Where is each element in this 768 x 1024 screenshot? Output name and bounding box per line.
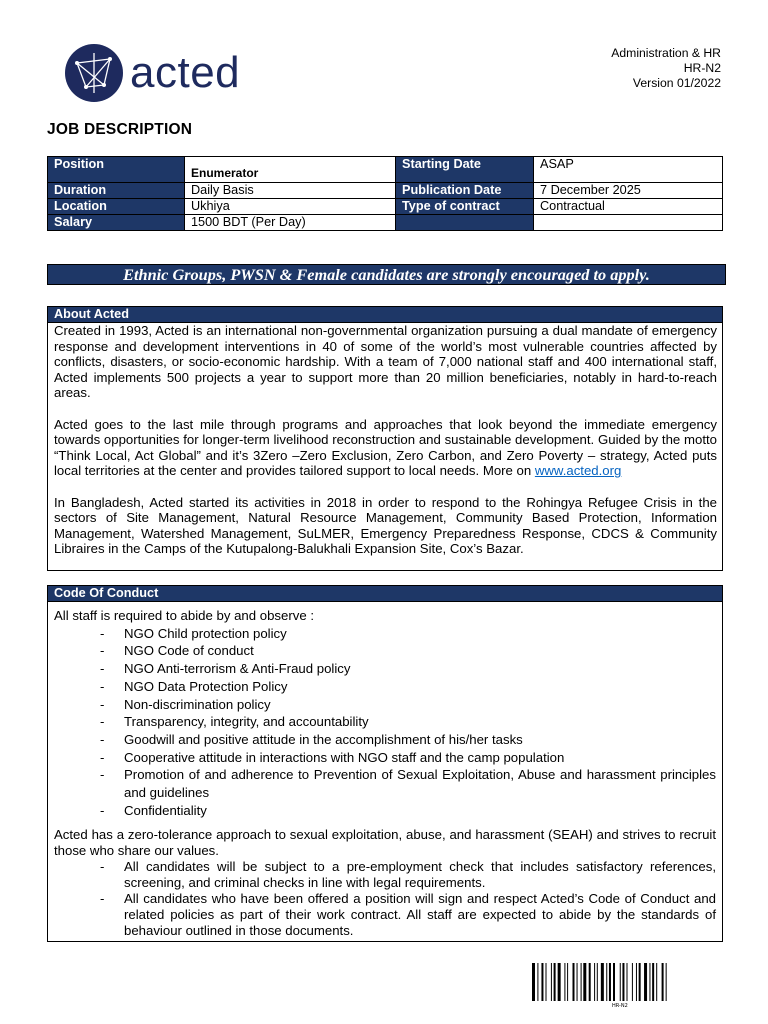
barcode-bar bbox=[554, 963, 556, 1001]
starting-date-value: ASAP bbox=[534, 157, 723, 183]
about-paragraph-1: Created in 1993, Acted is an international non-governmental organization pursuing a dual mandate of emergency response and development interventions in 40 of some of the world’s most vulnerable countries affected by conflicts, disasters, or socio-economic hardship. With a team of 7,000 national staff and 400 international staff, Acted implements 500 projects a year to support more than 20 million beneficiaries, notably in hard-to-reach areas. bbox=[54, 323, 717, 401]
about-paragraph-2 bbox=[54, 417, 717, 479]
barcode-bar bbox=[662, 963, 664, 1001]
barcode-bar bbox=[551, 963, 552, 1001]
list-item: - Cooperative attitude in interactions with NGO staff and the camp population bbox=[54, 749, 716, 767]
barcode-bar bbox=[583, 963, 586, 1001]
barcode-bar bbox=[581, 963, 582, 1001]
conduct-body bbox=[48, 602, 722, 940]
list-item: - NGO Anti-terrorism & Anti-Fraud policy bbox=[54, 660, 716, 678]
barcode-bar bbox=[589, 963, 591, 1001]
code-of-conduct-section bbox=[47, 585, 723, 942]
about-section bbox=[47, 306, 723, 571]
list-item: - Promotion of and adherence to Prevention of Sexual Exploitation, Abuse and harassment principles and guidelines bbox=[54, 766, 716, 801]
list-item: - Non-discrimination policy bbox=[54, 696, 716, 714]
list-item: - All candidates will be subject to a pre-employment check that includes satisfactory references, screening, and criminal checks in line with legal requirements. bbox=[54, 859, 716, 891]
location-label: Location bbox=[48, 199, 185, 215]
table-row bbox=[48, 183, 723, 199]
barcode-bar bbox=[656, 963, 657, 1001]
duration-value: Daily Basis bbox=[185, 183, 396, 199]
table-row bbox=[48, 199, 723, 215]
barcode-bar bbox=[636, 963, 637, 1001]
meta-version: Version 01/2022 bbox=[632, 76, 721, 90]
list-item: - NGO Code of conduct bbox=[54, 642, 716, 660]
barcode-bar bbox=[537, 963, 538, 1001]
barcode-bar bbox=[620, 963, 621, 1001]
about-body bbox=[48, 323, 722, 557]
meta-department: Administration & HR bbox=[611, 46, 721, 60]
barcode-bar bbox=[644, 963, 647, 1001]
list-item: - NGO Data Protection Policy bbox=[54, 678, 716, 696]
barcode-bar bbox=[564, 963, 565, 1001]
empty-label-cell bbox=[396, 215, 534, 231]
table-row bbox=[48, 215, 723, 231]
conduct-intro: All staff is required to abide by and observe : bbox=[54, 608, 314, 623]
salary-label: Salary bbox=[48, 215, 185, 231]
candidate-check-list bbox=[54, 859, 716, 940]
duration-label: Duration bbox=[48, 183, 185, 199]
barcode-caption: HR-N2 bbox=[612, 1003, 628, 1009]
list-item: - Goodwill and positive attitude in the accomplishment of his/her tasks bbox=[54, 731, 716, 749]
starting-date-label: Starting Date bbox=[396, 157, 534, 183]
document-barcode bbox=[532, 963, 710, 1001]
table-row bbox=[48, 157, 723, 183]
barcode-bar bbox=[567, 963, 568, 1001]
barcode-bar bbox=[573, 963, 575, 1001]
empty-value-cell bbox=[534, 215, 723, 231]
about-paragraph-3: In Bangladesh, Acted started its activities in 2018 in order to respond to the Rohingya Refugee Crisis in the sectors of Site Management, Natural Resource Management, Community Based Protection, Information Management, Watershed Management, SuLMER, Emergency Preparedness Response, CDCS & Community Libraires in the Camps of the Kutupalong-Balukhali Expansion Site, Cox’s Bazar. bbox=[54, 494, 717, 557]
barcode-bar bbox=[577, 963, 578, 1001]
barcode-bar bbox=[652, 963, 654, 1001]
position-cell bbox=[185, 157, 396, 183]
job-info-table bbox=[47, 156, 723, 231]
encouragement-banner: Ethnic Groups, PWSN & Female candidates are strongly encouraged to apply. bbox=[47, 264, 726, 285]
about-heading: About Acted bbox=[48, 307, 722, 323]
seah-statement: Acted has a zero-tolerance approach to sexual exploitation, abuse, and harassment (SEAH) and strives to recruit those who share our values. bbox=[54, 827, 716, 859]
position-label: Position bbox=[48, 157, 185, 183]
list-item: - NGO Child protection policy bbox=[54, 625, 716, 643]
acted-logo bbox=[64, 43, 240, 103]
barcode-bar bbox=[613, 963, 615, 1001]
about-paragraph-2-text: Acted goes to the last mile through programs and approaches that look beyond the immediate emergency towards opportunities for longer-term livelihood reconstruction and sustainable development. Guided by the motto “Think Local, Act Global” and it’s 3Zero –Zero Exclusion, Zero Carbon, and Zero Poverty – strategy, Acted puts local territories at the center and provides tailored support to local needs. More on bbox=[54, 416, 717, 479]
barcode-bar bbox=[622, 963, 624, 1001]
conduct-policy-list bbox=[54, 625, 716, 820]
barcode-bar bbox=[594, 963, 595, 1001]
barcode-bar bbox=[609, 963, 611, 1001]
barcode-bar bbox=[541, 963, 543, 1001]
acted-website-link[interactable]: www.acted.org bbox=[534, 463, 622, 479]
document-meta bbox=[611, 46, 721, 91]
publication-date-value: 7 December 2025 bbox=[534, 183, 723, 199]
acted-globe-icon bbox=[64, 43, 124, 103]
barcode-bar bbox=[558, 963, 561, 1001]
barcode-bar bbox=[532, 963, 535, 1001]
page-title: JOB DESCRIPTION bbox=[47, 121, 193, 138]
list-item: - All candidates who have been offered a position will sign and respect Acted’s Code of Conduct and related policies as part of their work contract. All staff are expected to abide by the standards of behaviour outlined in those documents. bbox=[54, 891, 716, 940]
location-value: Ukhiya bbox=[185, 199, 396, 215]
contract-type-label: Type of contract bbox=[396, 199, 534, 215]
barcode-bar bbox=[632, 963, 633, 1001]
salary-value: 1500 BDT (Per Day) bbox=[185, 215, 396, 231]
barcode-bar bbox=[597, 963, 598, 1001]
logo-wordmark: acted bbox=[130, 48, 241, 97]
position-value: Enumerator bbox=[191, 166, 259, 180]
barcode-bar bbox=[649, 963, 650, 1001]
conduct-heading: Code Of Conduct bbox=[48, 586, 722, 602]
contract-type-value: Contractual bbox=[534, 199, 723, 215]
meta-code: HR-N2 bbox=[683, 61, 721, 75]
barcode-bar bbox=[639, 963, 641, 1001]
barcode-bar bbox=[601, 963, 604, 1001]
barcode-bar bbox=[627, 963, 628, 1001]
list-item: - Confidentiality bbox=[54, 802, 716, 820]
list-item: - Transparency, integrity, and accountability bbox=[54, 713, 716, 731]
barcode-bar bbox=[546, 963, 547, 1001]
barcode-bar bbox=[666, 963, 667, 1001]
barcode-bar bbox=[606, 963, 607, 1001]
publication-date-label: Publication Date bbox=[396, 183, 534, 199]
